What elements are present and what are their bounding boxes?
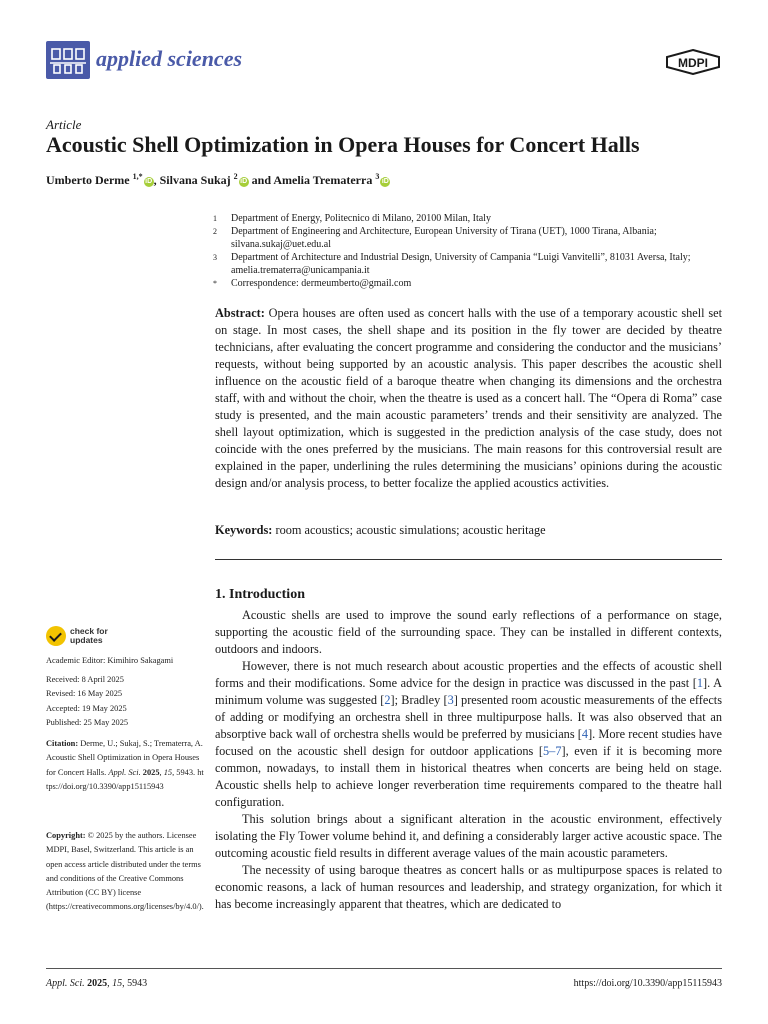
footer-page: , 5943	[122, 978, 148, 989]
footer-doi[interactable]: https://doi.org/10.3390/app15115943	[573, 978, 722, 989]
paragraph-text: However, there is not much research about acoustic properties and the effects of acoustic shell forms and their modifications. Some advice for the design in practice was discussed in the past [	[215, 659, 722, 690]
citation-year: 2025	[140, 767, 160, 777]
accepted-date: Accepted: 19 May 2025	[46, 703, 127, 713]
affiliations	[213, 212, 723, 290]
revised-date: Revised: 16 May 2025	[46, 689, 123, 699]
author-list	[46, 172, 390, 188]
section-divider	[215, 559, 722, 560]
footer-year: 2025	[84, 978, 108, 989]
journal-logo	[46, 41, 90, 79]
citation-link[interactable]: 3	[447, 693, 454, 707]
paragraph-text: ], even if it is becoming more common, nowadays, to install them in historical theatres when concerts are being held on stage. Acoustic shells help to achieve longer reverberation time requirements compared to the theatre hall configuration.	[215, 744, 722, 809]
orcid-icon[interactable]: iD	[240, 178, 248, 185]
check-icon	[46, 626, 66, 646]
author-separator: and	[248, 173, 274, 187]
affiliation-text: Department of Energy, Politecnico di Milano, 20100 Milan, Italy	[231, 213, 491, 224]
author-name[interactable]: Silvana Sukaj	[159, 173, 231, 187]
orcid-icon[interactable]: iD	[381, 178, 389, 185]
introduction-body	[215, 607, 722, 913]
citation-label: Citation:	[46, 739, 79, 748]
abstract-text: Opera houses are often used as concert halls with the use of a temporary acoustic shell set on stage. In most cases, the shell shape and its position in the fly tower are decided by theatre technicians, after evaluating the concert programme and considering the conductor and the musicians’ requests, without being supported by an acoustic analysis. This paper describes the acoustic shell influence on the acoustic field of a baroque theatre when changing its dimensions and the orchestra staff, with and without the choir, when the theatre is used as a concert hall. The “Opera di Roma” case study is presented, and the main acoustic parameters’ trends and their sensitivity are analyzed. The shell layout optimization, which is suggested in the prediction analysis of the case study, does not coincide with the ones preferred by the musicians. The main reasons for this controversial result are explained in the paper, underlining the rules determining the musicians’ opinions during the acoustic design and/or analysis process, to better focalize the applied acoustics activities.	[215, 306, 722, 490]
author-affil-mark: 1,*	[132, 172, 143, 181]
paragraph-text: ]; Bradley [	[390, 693, 448, 707]
author-affil-mark: 2	[233, 172, 238, 181]
paragraph-text: ] presented room acoustic measurements of the effects of adding or modifying an orchestra shell in three multipurpose halls. It was also observed that an absorptive back wall of orchestra shells would be preferred by musicians [	[215, 693, 722, 741]
affiliation-number: 2	[213, 227, 217, 236]
abstract	[215, 305, 722, 492]
author-affil-mark: 3	[375, 172, 380, 181]
keywords	[215, 522, 722, 539]
article-title: Acoustic Shell Optimization in Opera Houses for Concert Halls	[46, 132, 640, 157]
paragraph-text: ]. A minimum volume was suggested [	[215, 676, 722, 707]
affiliation-item	[213, 251, 723, 277]
publisher-name: MDPI	[678, 56, 708, 70]
copyright-text: © 2025 by the authors. Licensee MDPI, Basel, Switzerland. This article is an open access article distributed under the terms and conditions of the Creative Commons Attribution (CC BY) license (https://creativecommons.org/licenses/by/4.0/).	[46, 831, 204, 912]
abstract-label: Abstract:	[215, 306, 265, 320]
affiliation-number: *	[213, 279, 217, 288]
footer-divider	[46, 968, 722, 969]
paragraph	[215, 658, 722, 811]
affiliation-item	[213, 225, 723, 251]
footer-volume: , 15	[107, 978, 123, 989]
affiliation-number: 3	[213, 253, 217, 262]
author-name[interactable]: Amelia Trematerra	[273, 173, 373, 187]
correspondence-text: Correspondence: dermeumberto@gmail.com	[231, 278, 412, 289]
history-dates	[46, 673, 206, 730]
citation-doi[interactable]: , 5943. https://doi.org/10.3390/app15115943	[46, 767, 204, 791]
citation-link[interactable]: 2	[384, 693, 391, 707]
published-date: Published: 25 May 2025	[46, 717, 129, 727]
copyright-block	[46, 829, 204, 915]
citation-volume: , 15	[159, 767, 173, 777]
received-date: Received: 8 April 2025	[46, 675, 124, 684]
orcid-icon[interactable]: iD	[145, 178, 153, 185]
check-updates-label: updates	[70, 635, 103, 645]
citation-link[interactable]: 4	[581, 727, 589, 741]
affiliation-number: 1	[213, 214, 217, 223]
paragraph: Acoustic shells are used to improve the sound early reflections of a performance on stage, supporting the acoustic field of the surrounding space. They can be installed in different contexts, outdoors and indoors.	[215, 608, 722, 656]
affiliation-text: Department of Architecture and Industrial Design, University of Campania “Luigi Vanvitelli”, 81031 Aversa, Italy; amelia.trematerra@unicampania.it	[231, 252, 691, 276]
article-type: Article	[46, 117, 82, 132]
paragraph: This solution brings about a significant alteration in the acoustic environment, effectively isolating the Fly Tower volume behind it, and defining a considerably larger active acoustic space. The outcoming acoustic field results in different average values of the main acoustic parameters.	[215, 812, 722, 860]
author-separator: ,	[153, 173, 160, 187]
keywords-label: Keywords:	[215, 523, 273, 537]
citation-text: Derme, U.; Sukaj, S.; Trematerra, A. Acoustic Shell Optimization in Opera Houses for Concert Halls.	[46, 739, 203, 777]
correspondence	[213, 277, 723, 290]
keywords-text: room acoustics; acoustic simulations; acoustic heritage	[275, 523, 546, 537]
citation-link[interactable]: 5–7	[543, 744, 562, 758]
citation-block	[46, 737, 204, 794]
paragraph-text: ]. More recent studies have focused on the acoustic shell design for outdoor applications [	[215, 727, 722, 758]
citation-journal: Appl. Sci.	[108, 767, 141, 777]
paragraph: The necessity of using baroque theatres as concert halls or as multipurpose spaces is related to economic reasons, a lack of human resources and leadership, and strategy organization, for which it has become increasingly apparent that theatres, which are dedicated to	[215, 863, 722, 911]
footer-journal: Appl. Sci.	[46, 978, 85, 989]
check-for-updates[interactable]	[46, 626, 108, 646]
section-heading: 1. Introduction	[215, 587, 305, 602]
citation-link[interactable]: 1	[696, 676, 704, 690]
journal-name[interactable]: applied sciences	[96, 46, 243, 71]
copyright-label: Copyright:	[46, 831, 86, 840]
check-updates-label: check for	[70, 626, 108, 636]
author-name[interactable]: Umberto Derme	[46, 173, 130, 187]
affiliation-text: Department of Engineering and Architecture, European University of Tirana (UET), 1000 Tirana, Albania; silvana.sukaj@uet.edu.al	[231, 226, 657, 250]
academic-editor: Academic Editor: Kimihiro Sakagami	[46, 656, 174, 665]
affiliation-item	[213, 212, 723, 225]
footer-citation	[46, 978, 147, 989]
mdpi-logo[interactable]	[664, 49, 722, 75]
